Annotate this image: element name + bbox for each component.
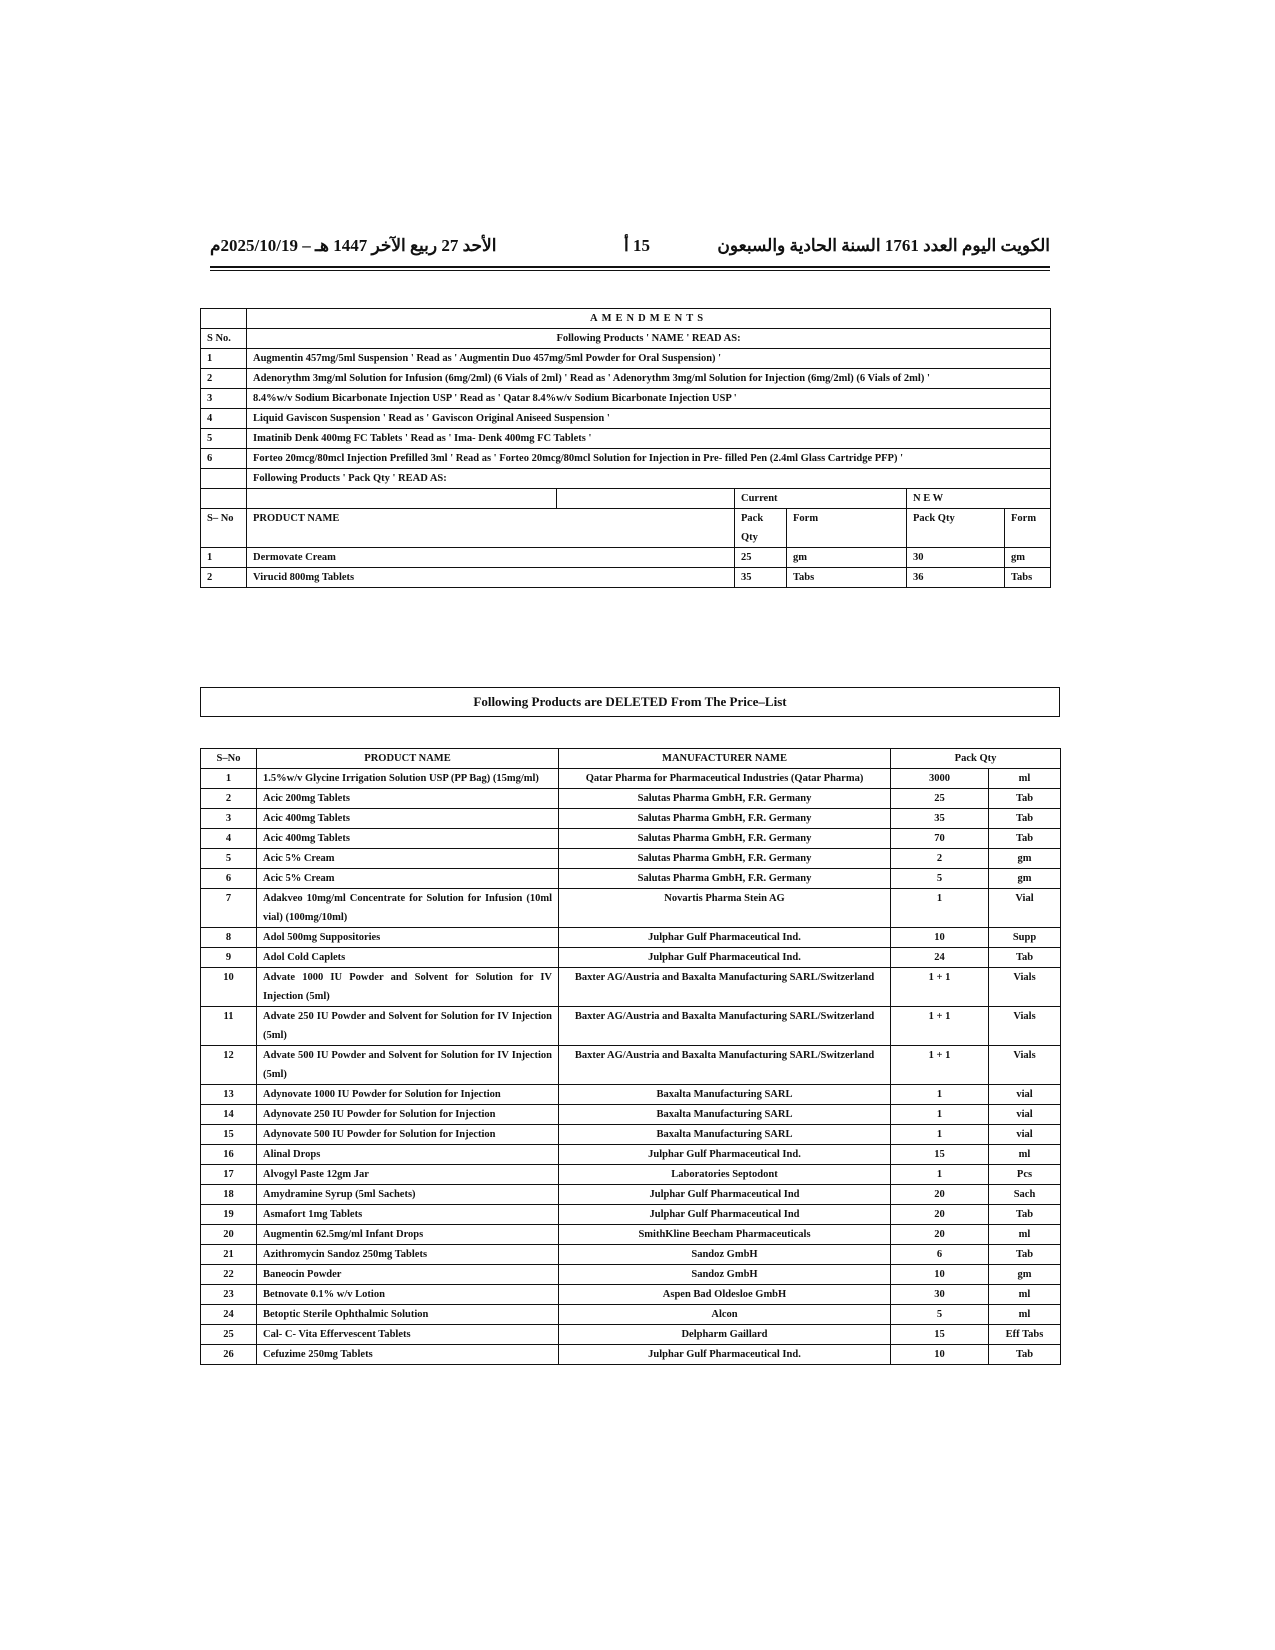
- pack-qty: 5: [891, 869, 989, 889]
- pack-qty: 35: [891, 809, 989, 829]
- deleted-row: [201, 1305, 1061, 1325]
- product-name: Azithromycin Sandoz 250mg Tablets: [257, 1245, 559, 1265]
- pack-qty: 30: [891, 1285, 989, 1305]
- row-number: 6: [201, 449, 247, 469]
- pack-unit: Tab: [989, 809, 1061, 829]
- row-number: 13: [201, 1085, 257, 1105]
- row-number: 26: [201, 1345, 257, 1365]
- deleted-row: [201, 809, 1061, 829]
- pack-unit: gm: [989, 869, 1061, 889]
- row-number: 3: [201, 809, 257, 829]
- pack-unit: gm: [989, 849, 1061, 869]
- deleted-row: [201, 849, 1061, 869]
- row-number: 7: [201, 889, 257, 928]
- manufacturer-name: Salutas Pharma GmbH, F.R. Germany: [559, 849, 891, 869]
- manufacturer-name: Aspen Bad Oldesloe GmbH: [559, 1285, 891, 1305]
- pack-qty: 15: [891, 1325, 989, 1345]
- issue-date: الأحد 27 ربيع الآخر 1447 هـ – 2025/10/19م: [210, 236, 497, 255]
- deleted-row: [201, 829, 1061, 849]
- row-number: 3: [201, 389, 247, 409]
- pack-row: [201, 568, 1051, 588]
- deleted-row: [201, 1165, 1061, 1185]
- deleted-row: [201, 1185, 1061, 1205]
- product-name: Acic 400mg Tablets: [257, 829, 559, 849]
- row-number: 5: [201, 849, 257, 869]
- col-sno: S–No: [201, 749, 257, 769]
- row-number: 4: [201, 409, 247, 429]
- pack-unit: Tab: [989, 1245, 1061, 1265]
- pack-unit: Vials: [989, 1007, 1061, 1046]
- deleted-row: [201, 1245, 1061, 1265]
- deleted-products-table: [200, 748, 1061, 1365]
- manufacturer-name: Julphar Gulf Pharmaceutical Ind: [559, 1185, 891, 1205]
- row-number: 24: [201, 1305, 257, 1325]
- row-number: 18: [201, 1185, 257, 1205]
- product-name: Acic 400mg Tablets: [257, 809, 559, 829]
- new-form: gm: [1005, 548, 1051, 568]
- amendment-text: Augmentin 457mg/5ml Suspension ' Read as ' Augmentin Duo 457mg/5ml Powder for Oral Suspension) ': [247, 349, 1051, 369]
- row-number: 15: [201, 1125, 257, 1145]
- pack-unit: Vials: [989, 968, 1061, 1007]
- col-product: PRODUCT NAME: [247, 509, 735, 548]
- col-pack: Pack Qty: [735, 509, 787, 548]
- amendment-row: [201, 429, 1051, 449]
- new-pack-qty: 30: [907, 548, 1005, 568]
- pack-qty: 1 + 1: [891, 1046, 989, 1085]
- col-form: Form: [787, 509, 907, 548]
- product-name: Advate 250 IU Powder and Solvent for Solution for IV Injection (5ml): [257, 1007, 559, 1046]
- page-header: [210, 236, 1050, 266]
- page-number: 15 أ: [624, 236, 650, 255]
- pack-qty: 1: [891, 1105, 989, 1125]
- product-name: Virucid 800mg Tablets: [247, 568, 735, 588]
- row-number: 2: [201, 369, 247, 389]
- product-name: Dermovate Cream: [247, 548, 735, 568]
- pack-qty: 25: [735, 548, 787, 568]
- pack-unit: Vials: [989, 1046, 1061, 1085]
- product-name: Amydramine Syrup (5ml Sachets): [257, 1185, 559, 1205]
- deleted-row: [201, 869, 1061, 889]
- product-name: Betoptic Sterile Ophthalmic Solution: [257, 1305, 559, 1325]
- deleted-row: [201, 1046, 1061, 1085]
- row-number: 21: [201, 1245, 257, 1265]
- pack-qty: 70: [891, 829, 989, 849]
- product-name: Asmafort 1mg Tablets: [257, 1205, 559, 1225]
- manufacturer-name: Julphar Gulf Pharmaceutical Ind.: [559, 1345, 891, 1365]
- product-name: Adynovate 500 IU Powder for Solution for Injection: [257, 1125, 559, 1145]
- row-number: 9: [201, 948, 257, 968]
- manufacturer-name: Salutas Pharma GmbH, F.R. Germany: [559, 789, 891, 809]
- product-name: Cal- C- Vita Effervescent Tablets: [257, 1325, 559, 1345]
- product-name: Adynovate 1000 IU Powder for Solution for Injection: [257, 1085, 559, 1105]
- pack-unit: Tab: [989, 1345, 1061, 1365]
- manufacturer-name: Alcon: [559, 1305, 891, 1325]
- deleted-row: [201, 1205, 1061, 1225]
- row-number: 10: [201, 968, 257, 1007]
- product-name: Advate 500 IU Powder and Solvent for Solution for IV Injection (5ml): [257, 1046, 559, 1085]
- deleted-row: [201, 1145, 1061, 1165]
- row-number: 17: [201, 1165, 257, 1185]
- amendment-row: [201, 449, 1051, 469]
- row-number: 25: [201, 1325, 257, 1345]
- manufacturer-name: Baxter AG/Austria and Baxalta Manufacturing SARL/Switzerland: [559, 968, 891, 1007]
- pack-unit: Tab: [989, 948, 1061, 968]
- manufacturer-name: Baxalta Manufacturing SARL: [559, 1125, 891, 1145]
- deleted-row: [201, 948, 1061, 968]
- row-number: 14: [201, 1105, 257, 1125]
- row-number: 16: [201, 1145, 257, 1165]
- pack-qty: 20: [891, 1185, 989, 1205]
- pack-qty: 5: [891, 1305, 989, 1325]
- col-new-form: Form: [1005, 509, 1051, 548]
- amendments-title: AMENDMENTS: [247, 309, 1051, 329]
- product-name: 1.5%w/v Glycine Irrigation Solution USP (PP Bag) (15mg/ml): [257, 769, 559, 789]
- amendment-text: Imatinib Denk 400mg FC Tablets ' Read as ' Ima- Denk 400mg FC Tablets ': [247, 429, 1051, 449]
- current-label: Current: [735, 489, 907, 509]
- deleted-row: [201, 928, 1061, 948]
- pack-qty: 1: [891, 1165, 989, 1185]
- pack-qty: 2: [891, 849, 989, 869]
- deleted-row: [201, 789, 1061, 809]
- row-number: 23: [201, 1285, 257, 1305]
- pack-unit: ml: [989, 1285, 1061, 1305]
- manufacturer-name: Julphar Gulf Pharmaceutical Ind.: [559, 948, 891, 968]
- deleted-row: [201, 889, 1061, 928]
- row-number: 20: [201, 1225, 257, 1245]
- col-sno: S– No: [201, 509, 247, 548]
- pack-qty: 15: [891, 1145, 989, 1165]
- col-product: PRODUCT NAME: [257, 749, 559, 769]
- product-name: Baneocin Powder: [257, 1265, 559, 1285]
- product-name: Advate 1000 IU Powder and Solvent for Solution for IV Injection (5ml): [257, 968, 559, 1007]
- pack-unit: ml: [989, 769, 1061, 789]
- form: Tabs: [787, 568, 907, 588]
- pack-qty: 24: [891, 948, 989, 968]
- row-number: 2: [201, 568, 247, 588]
- manufacturer-name: SmithKline Beecham Pharmaceuticals: [559, 1225, 891, 1245]
- deleted-banner: Following Products are DELETED From The Price–List: [200, 687, 1060, 717]
- product-name: Alinal Drops: [257, 1145, 559, 1165]
- pack-unit: Supp: [989, 928, 1061, 948]
- name-subtitle: Following Products ' NAME ' READ AS:: [247, 329, 1051, 349]
- product-name: Adol 500mg Suppositories: [257, 928, 559, 948]
- row-number: 1: [201, 349, 247, 369]
- manufacturer-name: Baxalta Manufacturing SARL: [559, 1105, 891, 1125]
- row-number: 19: [201, 1205, 257, 1225]
- product-name: Augmentin 62.5mg/ml Infant Drops: [257, 1225, 559, 1245]
- amendments-table: [200, 308, 1051, 588]
- amendment-row: [201, 409, 1051, 429]
- pack-qty: 10: [891, 1265, 989, 1285]
- deleted-row: [201, 1105, 1061, 1125]
- pack-unit: gm: [989, 1265, 1061, 1285]
- deleted-row: [201, 1285, 1061, 1305]
- pack-row: [201, 548, 1051, 568]
- publication-title: الكويت اليوم العدد 1761 السنة الحادية والسبعون: [717, 236, 1050, 255]
- manufacturer-name: Salutas Pharma GmbH, F.R. Germany: [559, 809, 891, 829]
- amendment-row: [201, 389, 1051, 409]
- product-name: Acic 5% Cream: [257, 869, 559, 889]
- pack-unit: Tab: [989, 829, 1061, 849]
- product-name: Acic 5% Cream: [257, 849, 559, 869]
- pack-unit: ml: [989, 1225, 1061, 1245]
- manufacturer-name: Baxter AG/Austria and Baxalta Manufacturing SARL/Switzerland: [559, 1046, 891, 1085]
- product-name: Betnovate 0.1% w/v Lotion: [257, 1285, 559, 1305]
- product-name: Adol Cold Caplets: [257, 948, 559, 968]
- amendment-text: Liquid Gaviscon Suspension ' Read as ' Gaviscon Original Aniseed Suspension ': [247, 409, 1051, 429]
- row-number: 6: [201, 869, 257, 889]
- pack-qty: 20: [891, 1225, 989, 1245]
- row-number: 12: [201, 1046, 257, 1085]
- row-number: 11: [201, 1007, 257, 1046]
- pack-unit: ml: [989, 1305, 1061, 1325]
- pack-subtitle: Following Products ' Pack Qty ' READ AS:: [247, 469, 1051, 489]
- manufacturer-name: Salutas Pharma GmbH, F.R. Germany: [559, 829, 891, 849]
- product-name: Cefuzime 250mg Tablets: [257, 1345, 559, 1365]
- pack-unit: Tab: [989, 1205, 1061, 1225]
- manufacturer-name: Julphar Gulf Pharmaceutical Ind.: [559, 928, 891, 948]
- row-number: 1: [201, 548, 247, 568]
- deleted-row: [201, 1085, 1061, 1105]
- pack-qty: 6: [891, 1245, 989, 1265]
- pack-qty: 25: [891, 789, 989, 809]
- row-number: 2: [201, 789, 257, 809]
- deleted-row: [201, 1325, 1061, 1345]
- new-label: N E W: [907, 489, 1051, 509]
- pack-qty: 1: [891, 1125, 989, 1145]
- amendment-text: Adenorythm 3mg/ml Solution for Infusion (6mg/2ml) (6 Vials of 2ml) ' Read as ' Adenorythm 3mg/ml Solution for Injection (6mg/2ml) (6 Vials of 2ml) ': [247, 369, 1051, 389]
- manufacturer-name: Delpharm Gaillard: [559, 1325, 891, 1345]
- product-name: Alvogyl Paste 12gm Jar: [257, 1165, 559, 1185]
- pack-qty: 10: [891, 1345, 989, 1365]
- col-pack: Pack Qty: [891, 749, 1061, 769]
- manufacturer-name: Baxalta Manufacturing SARL: [559, 1085, 891, 1105]
- row-number: 8: [201, 928, 257, 948]
- pack-unit: Tab: [989, 789, 1061, 809]
- pack-unit: Vial: [989, 889, 1061, 928]
- amendment-text: 8.4%w/v Sodium Bicarbonate Injection USP ' Read as ' Qatar 8.4%w/v Sodium Bicarbonate Injection USP ': [247, 389, 1051, 409]
- deleted-row: [201, 769, 1061, 789]
- pack-unit: vial: [989, 1105, 1061, 1125]
- manufacturer-name: Laboratories Septodont: [559, 1165, 891, 1185]
- pack-qty: 35: [735, 568, 787, 588]
- col-manufacturer: MANUFACTURER NAME: [559, 749, 891, 769]
- pack-unit: Eff Tabs: [989, 1325, 1061, 1345]
- pack-qty: 1: [891, 1085, 989, 1105]
- deleted-row: [201, 1125, 1061, 1145]
- deleted-row: [201, 1225, 1061, 1245]
- manufacturer-name: Baxter AG/Austria and Baxalta Manufacturing SARL/Switzerland: [559, 1007, 891, 1046]
- row-number: 4: [201, 829, 257, 849]
- pack-qty: 10: [891, 928, 989, 948]
- pack-qty: 1 + 1: [891, 968, 989, 1007]
- amendment-row: [201, 369, 1051, 389]
- pack-qty: 3000: [891, 769, 989, 789]
- new-form: Tabs: [1005, 568, 1051, 588]
- deleted-row: [201, 1265, 1061, 1285]
- pack-unit: Sach: [989, 1185, 1061, 1205]
- pack-unit: vial: [989, 1085, 1061, 1105]
- manufacturer-name: Qatar Pharma for Pharmaceutical Industries (Qatar Pharma): [559, 769, 891, 789]
- sno-label: S No.: [201, 329, 247, 349]
- product-name: Adynovate 250 IU Powder for Solution for Injection: [257, 1105, 559, 1125]
- manufacturer-name: Julphar Gulf Pharmaceutical Ind.: [559, 1145, 891, 1165]
- amendment-text: Forteo 20mcg/80mcl Injection Prefilled 3ml ' Read as ' Forteo 20mcg/80mcl Solution for Injection in Pre- filled Pen (2.4ml Glass Cartridge PFP) ': [247, 449, 1051, 469]
- pack-qty: 1 + 1: [891, 1007, 989, 1046]
- new-pack-qty: 36: [907, 568, 1005, 588]
- row-number: 5: [201, 429, 247, 449]
- deleted-row: [201, 1007, 1061, 1046]
- pack-qty: 20: [891, 1205, 989, 1225]
- row-number: 1: [201, 769, 257, 789]
- pack-unit: vial: [989, 1125, 1061, 1145]
- pack-qty: 1: [891, 889, 989, 928]
- deleted-row: [201, 968, 1061, 1007]
- form: gm: [787, 548, 907, 568]
- pack-unit: Pcs: [989, 1165, 1061, 1185]
- product-name: Adakveo 10mg/ml Concentrate for Solution for Infusion (10ml vial) (100mg/10ml): [257, 889, 559, 928]
- header-rule-thin: [210, 270, 1050, 271]
- manufacturer-name: Julphar Gulf Pharmaceutical Ind: [559, 1205, 891, 1225]
- amendment-row: [201, 349, 1051, 369]
- col-new-pack: Pack Qty: [907, 509, 1005, 548]
- header-rule: [210, 266, 1050, 268]
- manufacturer-name: Novartis Pharma Stein AG: [559, 889, 891, 928]
- manufacturer-name: Salutas Pharma GmbH, F.R. Germany: [559, 869, 891, 889]
- deleted-row: [201, 1345, 1061, 1365]
- manufacturer-name: Sandoz GmbH: [559, 1265, 891, 1285]
- pack-unit: ml: [989, 1145, 1061, 1165]
- product-name: Acic 200mg Tablets: [257, 789, 559, 809]
- manufacturer-name: Sandoz GmbH: [559, 1245, 891, 1265]
- row-number: 22: [201, 1265, 257, 1285]
